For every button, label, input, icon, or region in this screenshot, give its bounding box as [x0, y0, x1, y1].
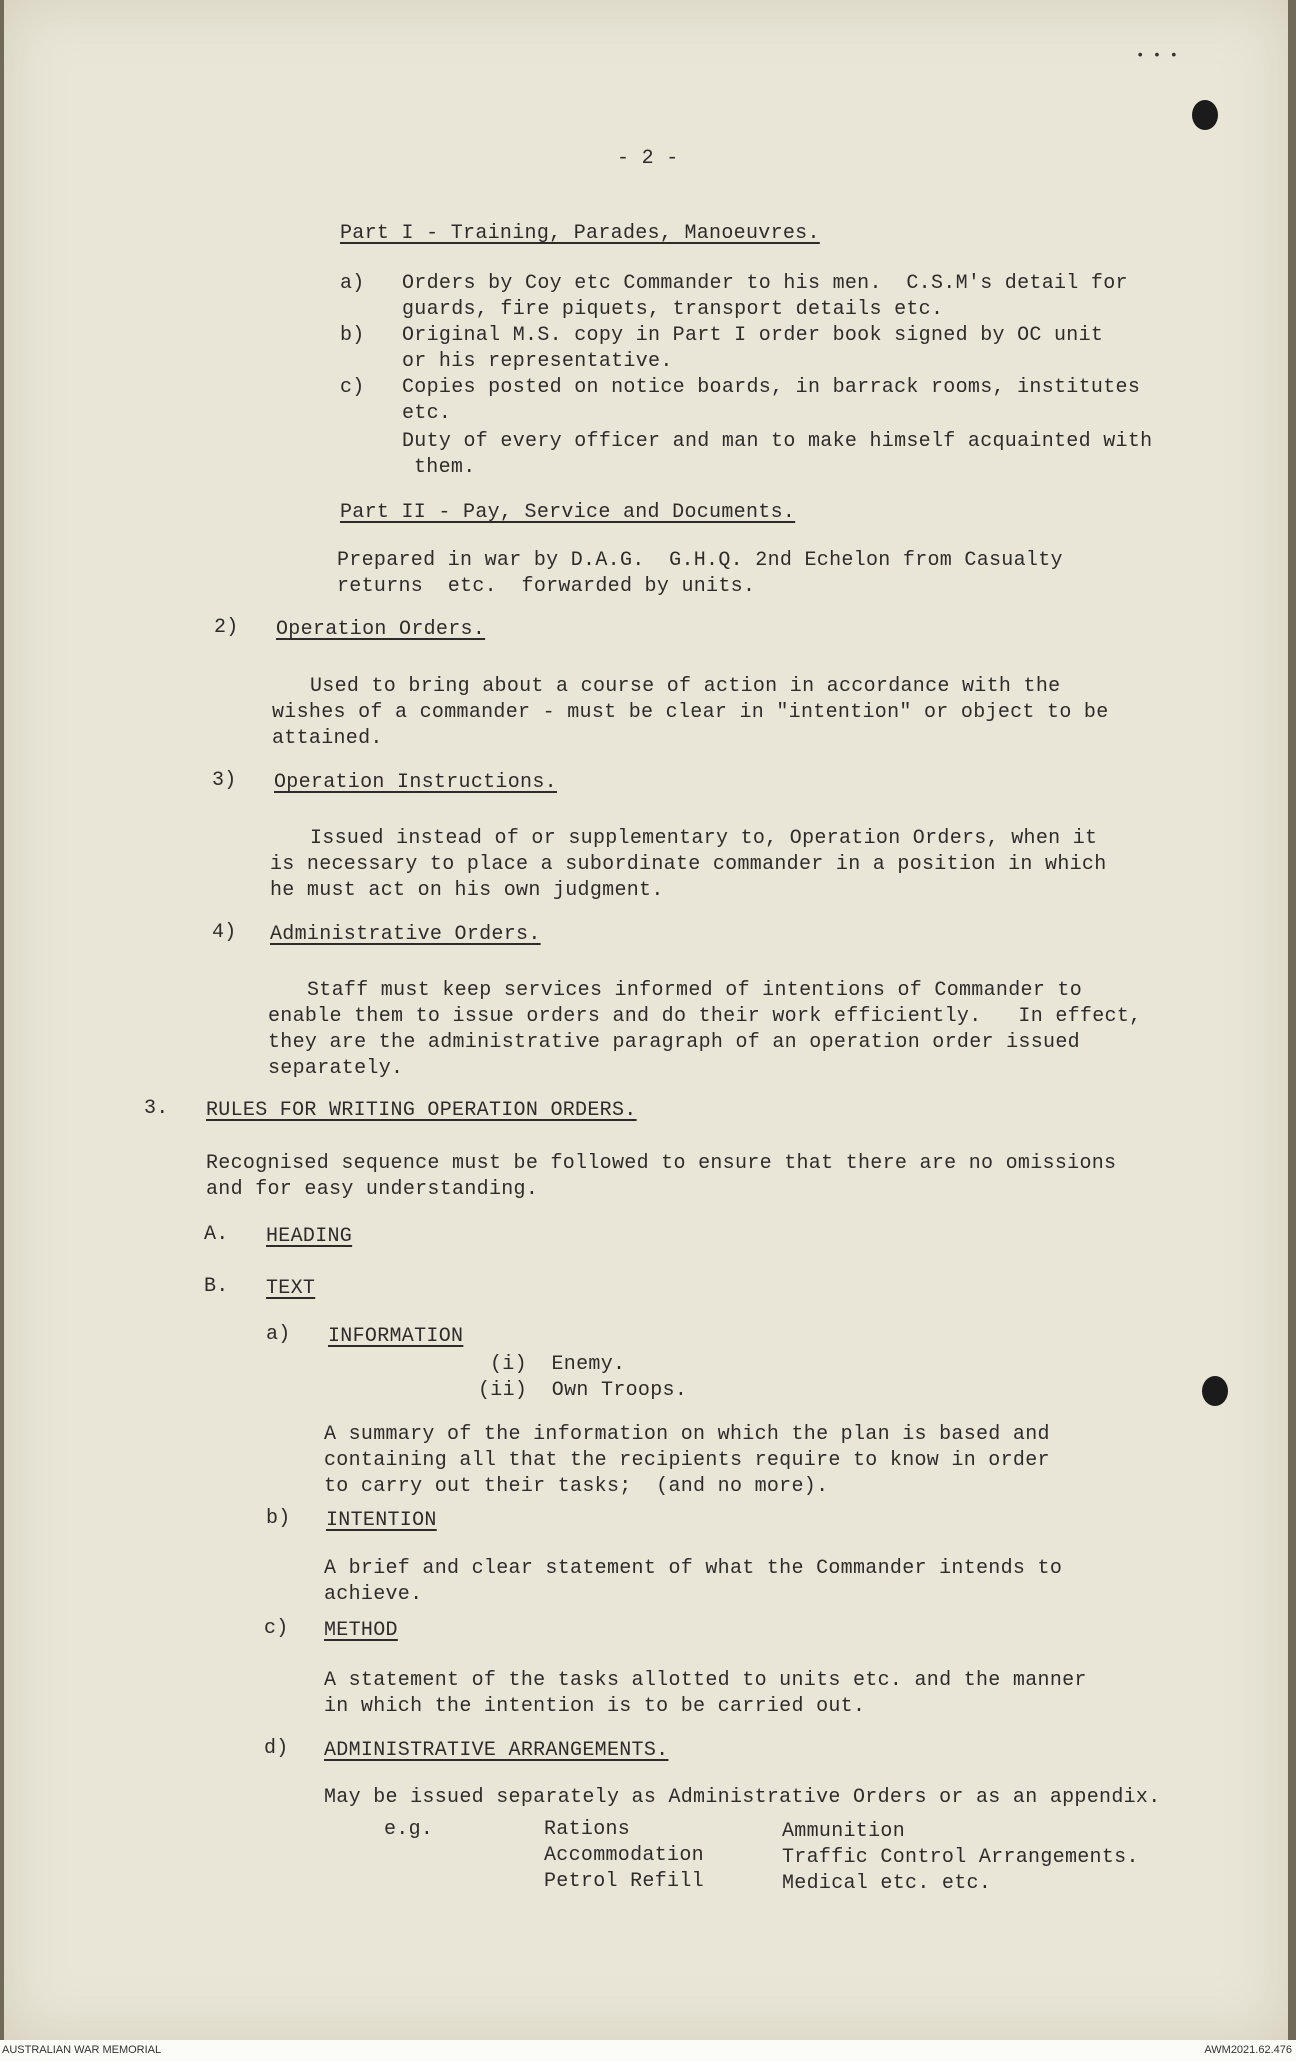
part-i-item-line: Orders by Coy etc Commander to his men. C.S.M's detail for: [402, 272, 1128, 295]
information-sub: (ii) Own Troops.: [478, 1379, 688, 1402]
intention-line: achieve.: [324, 1583, 423, 1606]
information-line: containing all that the recipients require to know in order: [324, 1449, 1050, 1472]
rules-intro-line: and for easy understanding.: [206, 1178, 539, 1201]
section-line: Staff must keep services informed of intentions of Commander to: [307, 979, 1083, 1002]
part-i-duty-line: them.: [414, 456, 476, 479]
part-i-item-label: b): [340, 324, 365, 347]
admin-title: ADMINISTRATIVE ARRANGEMENTS.: [324, 1739, 669, 1762]
information-sub: (i) Enemy.: [490, 1353, 626, 1376]
heading-title: HEADING: [266, 1225, 353, 1248]
footer-left: AUSTRALIAN WAR MEMORIAL: [2, 2044, 162, 2056]
rules-title: RULES FOR WRITING OPERATION ORDERS.: [206, 1099, 637, 1122]
method-line: in which the intention is to be carried out.: [324, 1695, 866, 1718]
section-title: Operation Instructions.: [274, 771, 557, 794]
part-i-heading: Part I - Training, Parades, Manoeuvres.: [340, 222, 820, 245]
part-i-item-line: etc.: [402, 402, 452, 425]
information-title: INFORMATION: [328, 1325, 464, 1348]
admin-line: May be issued separately as Administrative Orders or as an appendix.: [324, 1786, 1161, 1809]
part-i-item-label: c): [340, 376, 365, 399]
rules-intro-line: Recognised sequence must be followed to ensure that there are no omissions: [206, 1152, 1117, 1175]
section-number: 4): [212, 921, 237, 944]
punch-hole: [1202, 1376, 1228, 1406]
admin-eg: e.g.: [384, 1818, 434, 1841]
section-line: enable them to issue orders and do their work efficiently. In effect,: [268, 1005, 1142, 1028]
part-i-item-label: a): [340, 272, 365, 295]
footer-right: AWM2021.62.476: [1204, 2044, 1292, 2056]
information-line: A summary of the information on which the plan is based and: [324, 1423, 1050, 1446]
part-i-item-line: guards, fire piquets, transport details etc.: [402, 298, 944, 321]
text-label: B.: [204, 1275, 229, 1298]
part-i-item-line: Copies posted on notice boards, in barrack rooms, institutes: [402, 376, 1141, 399]
item-label: d): [264, 1737, 289, 1760]
admin-col1: Petrol Refill: [544, 1870, 704, 1893]
part-i-item-line: or his representative.: [402, 350, 673, 373]
page-mark: • • •: [1136, 48, 1179, 64]
document-page: [4, 0, 1288, 2040]
rules-number: 3.: [144, 1097, 169, 1120]
text-title: TEXT: [266, 1277, 316, 1300]
section-title: Administrative Orders.: [270, 923, 541, 946]
section-line: wishes of a commander - must be clear in "intention" or object to be: [272, 701, 1109, 724]
admin-col1: Rations: [544, 1818, 631, 1841]
part-ii-heading: Part II - Pay, Service and Documents.: [340, 501, 796, 524]
item-label: b): [266, 1507, 291, 1530]
intention-title: INTENTION: [326, 1509, 437, 1532]
item-label: a): [266, 1323, 291, 1346]
section-line: he must act on his own judgment.: [270, 879, 664, 902]
section-line: attained.: [272, 727, 383, 750]
part-i-duty-line: Duty of every officer and man to make himself acquainted with: [402, 430, 1153, 453]
intention-line: A brief and clear statement of what the Commander intends to: [324, 1557, 1063, 1580]
section-line: Used to bring about a course of action in accordance with the: [310, 675, 1061, 698]
punch-hole: [1192, 100, 1218, 130]
section-line: separately.: [268, 1057, 404, 1080]
item-label: c): [264, 1617, 289, 1640]
admin-col1: Accommodation: [544, 1844, 704, 1867]
footer-bar: [0, 2040, 1296, 2061]
admin-col2: Ammunition: [782, 1820, 906, 1843]
admin-col2: Traffic Control Arrangements.: [782, 1846, 1139, 1869]
section-number: 2): [214, 616, 239, 639]
method-title: METHOD: [324, 1619, 398, 1642]
part-i-item-line: Original M.S. copy in Part I order book signed by OC unit: [402, 324, 1104, 347]
section-line: they are the administrative paragraph of an operation order issued: [268, 1031, 1080, 1054]
section-line: is necessary to place a subordinate commander in a position in which: [270, 853, 1107, 876]
information-line: to carry out their tasks; (and no more).: [324, 1475, 829, 1498]
part-ii-line: Prepared in war by D.A.G. G.H.Q. 2nd Echelon from Casualty: [337, 549, 1063, 572]
heading-label: A.: [204, 1223, 229, 1246]
page-number: - 2 -: [617, 147, 679, 170]
part-ii-line: returns etc. forwarded by units.: [337, 575, 756, 598]
method-line: A statement of the tasks allotted to units etc. and the manner: [324, 1669, 1087, 1692]
section-title: Operation Orders.: [276, 618, 486, 641]
section-number: 3): [212, 769, 237, 792]
admin-col2: Medical etc. etc.: [782, 1872, 992, 1895]
section-line: Issued instead of or supplementary to, Operation Orders, when it: [310, 827, 1098, 850]
